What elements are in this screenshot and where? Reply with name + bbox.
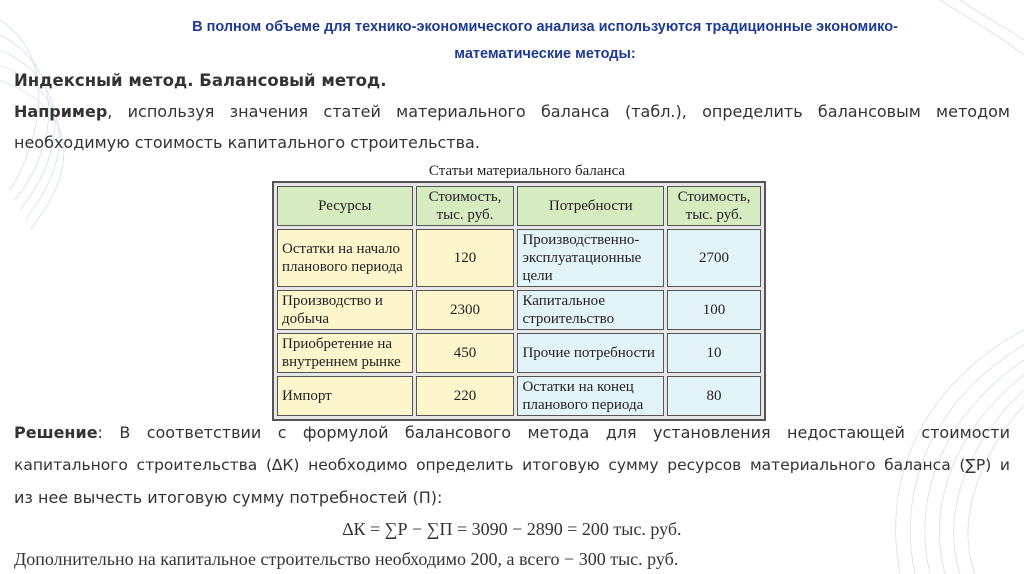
solution-text-1: : В соответствии с формулой балансового метода для установления недостающей стоимости bbox=[97, 423, 1010, 442]
resource-cell: Приобретение на внутреннем рынке bbox=[277, 333, 413, 373]
balance-formula: ∆К = ∑Р − ∑П = 3090 − 2890 = 200 тыс. руб. bbox=[342, 519, 682, 539]
solution-line-3: из нее вычесть итоговую сумму потребностей (П): bbox=[14, 488, 443, 507]
solution-line-1 bbox=[14, 423, 1010, 442]
resource-cell: Остатки на начало планового периода bbox=[277, 229, 413, 287]
table-row bbox=[277, 376, 761, 416]
example-text-1: , используя значения статей материального баланса (табл.), определить балансовым методом bbox=[107, 102, 1010, 121]
need-cost-cell: 100 bbox=[667, 290, 761, 330]
balance-table-block bbox=[272, 161, 772, 421]
balance-table bbox=[272, 181, 766, 421]
solution-line-2: капитального строительства (∆К) необходимо определить итоговую сумму ресурсов материального баланса (∑Р) и bbox=[14, 456, 1010, 474]
resource-cost-cell: 450 bbox=[416, 333, 515, 373]
table-header-row bbox=[277, 186, 761, 226]
need-cell: Прочие потребности bbox=[517, 333, 664, 373]
solution-label: Решение bbox=[14, 423, 98, 442]
slide-header bbox=[150, 14, 940, 68]
resource-cost-cell: 2300 bbox=[416, 290, 515, 330]
need-cost-cell: 80 bbox=[667, 376, 761, 416]
methods-title: Индексный метод. Балансовый метод. bbox=[14, 71, 387, 90]
header-line-1: В полном объеме для технико-экономического анализа используются традиционные экономико- bbox=[192, 19, 898, 35]
table-row bbox=[277, 333, 761, 373]
need-cost-cell: 10 bbox=[667, 333, 761, 373]
resource-cell: Производство и добыча bbox=[277, 290, 413, 330]
need-cell: Остатки на конец планового периода bbox=[517, 376, 664, 416]
header-needs: Потребности bbox=[517, 186, 664, 226]
need-cost-cell: 2700 bbox=[667, 229, 761, 287]
header-line-2: математические методы: bbox=[454, 46, 636, 62]
need-cell: Производственно-эксплуатационные цели bbox=[517, 229, 664, 287]
table-caption: Статьи материального баланса bbox=[428, 163, 626, 179]
header-resources: Ресурсы bbox=[277, 186, 413, 226]
resource-cost-cell: 120 bbox=[416, 229, 515, 287]
example-line-2: необходимую стоимость капитального строительства. bbox=[14, 133, 480, 152]
solution-conclusion: Дополнительно на капитальное строительство необходимо 200, а всего − 300 тыс. руб. bbox=[14, 549, 679, 569]
header-cost-needs: Стоимость, тыс. руб. bbox=[667, 186, 761, 226]
resource-cell: Импорт bbox=[277, 376, 413, 416]
example-label: Например bbox=[14, 102, 108, 121]
example-line-1 bbox=[14, 102, 1010, 121]
need-cell: Капитальное строительство bbox=[517, 290, 664, 330]
resource-cost-cell: 220 bbox=[416, 376, 515, 416]
header-cost-resources: Стоимость, тыс. руб. bbox=[416, 186, 515, 226]
table-row bbox=[277, 290, 761, 330]
table-row bbox=[277, 229, 761, 287]
